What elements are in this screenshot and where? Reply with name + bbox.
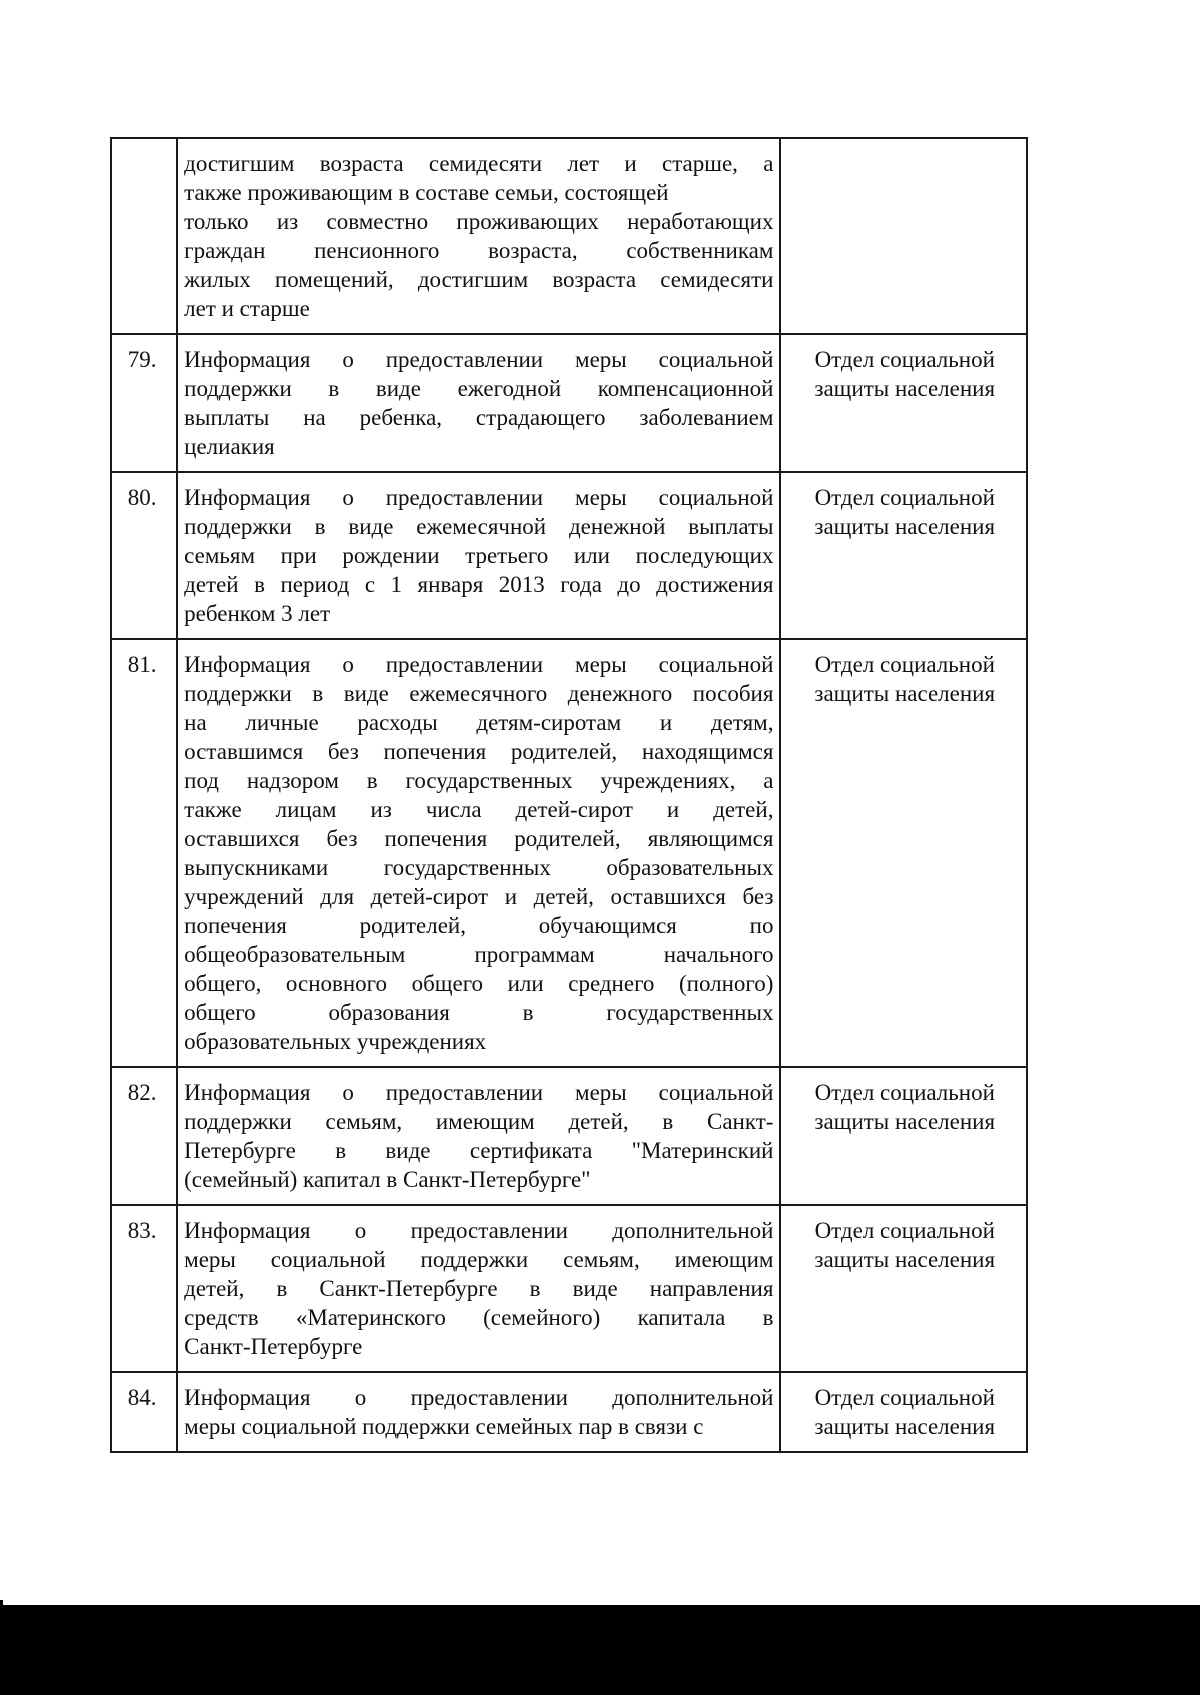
- table-row: [111, 1372, 1027, 1452]
- row-number: 83.: [111, 1205, 177, 1372]
- description-line: Информация о предоставлении дополнительной: [184, 1218, 774, 1243]
- description-line: только из совместно проживающих неработающих: [184, 209, 774, 234]
- description-line: Информация о предоставлении меры социальной: [184, 652, 774, 677]
- description-line: под надзором в государственных учреждениях, а: [184, 768, 774, 793]
- description-line: Санкт-Петербурге: [184, 1334, 363, 1359]
- description-line: выпускниками государственных образовательных: [184, 855, 774, 880]
- description-line: поддержки в виде ежегодной компенсационной: [184, 376, 774, 401]
- row-department: [780, 138, 1027, 334]
- department-line: Отдел социальной: [814, 1080, 995, 1105]
- description-line: семьям при рождении третьего или последующих: [184, 543, 774, 568]
- row-description: [177, 138, 780, 334]
- department-line: Отдел социальной: [814, 485, 995, 510]
- row-number: 82.: [111, 1067, 177, 1205]
- description-line: меры социальной поддержки семейных пар в связи с: [184, 1414, 704, 1439]
- description-line: на личные расходы детям-сиротам и детям,: [184, 710, 774, 735]
- description-line: Информация о предоставлении меры социальной: [184, 347, 774, 372]
- table-row: [111, 639, 1027, 1067]
- row-department: [780, 472, 1027, 639]
- description-line: граждан пенсионного возраста, собственникам: [184, 238, 774, 263]
- row-number: [111, 138, 177, 334]
- description-line: общего образования в государственных: [184, 1000, 774, 1025]
- description-line: детей в период с 1 января 2013 года до достижения: [184, 572, 774, 597]
- description-line: целиакия: [184, 434, 275, 459]
- row-number: 81.: [111, 639, 177, 1067]
- row-department: [780, 334, 1027, 472]
- row-department: [780, 1205, 1027, 1372]
- description-line: общеобразовательным программам начального: [184, 942, 774, 967]
- description-line: также проживающим в составе семьи, состоящей: [184, 180, 669, 205]
- description-line: меры социальной поддержки семьям, имеющим: [184, 1247, 774, 1272]
- scan-bottom-bar: [0, 1605, 1200, 1695]
- table-row: [111, 472, 1027, 639]
- description-line: Петербурге в виде сертификата "Материнский: [184, 1138, 774, 1163]
- department-line: защиты населения: [814, 1109, 996, 1134]
- table-row: [111, 138, 1027, 334]
- table-row: [111, 334, 1027, 472]
- description-line: Информация о предоставлении дополнительной: [184, 1385, 774, 1410]
- description-line: также лицам из числа детей-сирот и детей,: [184, 797, 774, 822]
- description-line: поддержки в виде ежемесячного денежного пособия: [184, 681, 774, 706]
- description-line: ребенком 3 лет: [184, 601, 331, 626]
- row-description: [177, 1205, 780, 1372]
- row-department: [780, 1067, 1027, 1205]
- description-line: оставшихся без попечения родителей, являющимся: [184, 826, 774, 851]
- description-line: попечения родителей, обучающимся по: [184, 913, 774, 938]
- row-department: [780, 639, 1027, 1067]
- row-description: [177, 1372, 780, 1452]
- description-line: Информация о предоставлении меры социальной: [184, 1080, 774, 1105]
- department-line: Отдел социальной: [814, 1218, 995, 1243]
- row-number: 79.: [111, 334, 177, 472]
- description-line: лет и старше: [184, 296, 310, 321]
- description-line: выплаты на ребенка, страдающего заболеванием: [184, 405, 774, 430]
- department-line: Отдел социальной: [814, 347, 995, 372]
- department-line: защиты населения: [814, 376, 996, 401]
- row-number: 84.: [111, 1372, 177, 1452]
- row-description: [177, 1067, 780, 1205]
- department-line: защиты населения: [814, 1247, 996, 1272]
- services-table: [110, 137, 1028, 1453]
- description-line: средств «Материнского (семейного) капитала в: [184, 1305, 774, 1330]
- department-line: защиты населения: [814, 681, 996, 706]
- row-description: [177, 334, 780, 472]
- table-row: [111, 1067, 1027, 1205]
- row-description: [177, 472, 780, 639]
- department-line: защиты населения: [814, 1414, 996, 1439]
- table-row: [111, 1205, 1027, 1372]
- description-line: Информация о предоставлении меры социальной: [184, 485, 774, 510]
- department-line: защиты населения: [814, 514, 996, 539]
- row-department: [780, 1372, 1027, 1452]
- description-line: общего, основного общего или среднего (полного): [184, 971, 774, 996]
- department-line: Отдел социальной: [814, 1385, 995, 1410]
- department-line: Отдел социальной: [814, 652, 995, 677]
- description-line: оставшимся без попечения родителей, находящимся: [184, 739, 774, 764]
- description-line: поддержки семьям, имеющим детей, в Санкт-: [184, 1109, 774, 1134]
- row-number: 80.: [111, 472, 177, 639]
- description-line: учреждений для детей-сирот и детей, оставшихся без: [184, 884, 774, 909]
- description-line: (семейный) капитал в Санкт-Петербурге": [184, 1167, 591, 1192]
- services-table-body: [111, 138, 1027, 1452]
- description-line: поддержки в виде ежемесячной денежной выплаты: [184, 514, 774, 539]
- row-description: [177, 639, 780, 1067]
- description-line: образовательных учреждениях: [184, 1029, 487, 1054]
- description-line: достигшим возраста семидесяти лет и старше, а: [184, 151, 774, 176]
- description-line: детей, в Санкт-Петербурге в виде направления: [184, 1276, 774, 1301]
- description-line: жилых помещений, достигшим возраста семидесяти: [184, 267, 774, 292]
